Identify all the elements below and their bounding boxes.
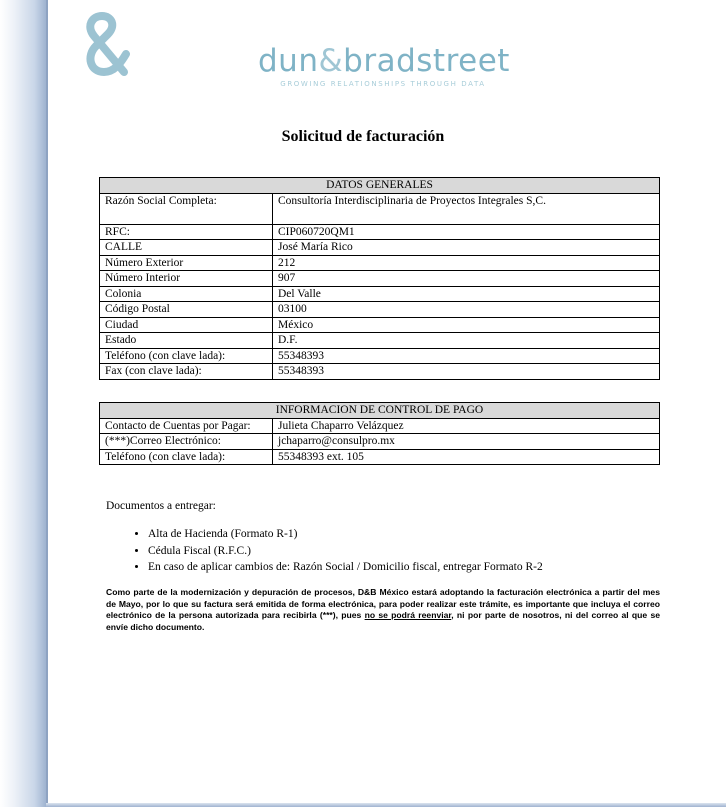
table-row xyxy=(100,333,660,349)
field-value: 03100 xyxy=(273,302,660,318)
field-value: D.F. xyxy=(273,333,660,349)
field-value: 55348393 ext. 105 xyxy=(273,449,660,465)
table-row xyxy=(100,286,660,302)
page-title: Solicitud de facturación xyxy=(281,128,445,145)
field-label: Colonia xyxy=(100,286,273,302)
field-label: (***)Correo Electrónico: xyxy=(100,434,273,450)
logo-word-amp: & xyxy=(318,43,344,79)
logo-word-left: dun xyxy=(258,43,319,79)
field-value: 212 xyxy=(273,255,660,271)
field-label: Teléfono (con clave lada): xyxy=(100,449,273,465)
field-label: CALLE xyxy=(100,240,273,256)
field-value: Del Valle xyxy=(273,286,660,302)
field-label: Número Interior xyxy=(100,271,273,287)
notice-paragraph xyxy=(106,587,660,633)
field-label: Código Postal xyxy=(100,302,273,318)
list-item: • Cédula Fiscal (R.F.C.) xyxy=(148,543,543,560)
table-row xyxy=(100,302,660,318)
field-label: Estado xyxy=(100,333,273,349)
table-row xyxy=(100,255,660,271)
documentos-label: Documentos a entregar: xyxy=(106,500,216,512)
table-row xyxy=(100,364,660,380)
table-row xyxy=(100,449,660,465)
field-value: 55348393 xyxy=(273,348,660,364)
field-label: Ciudad xyxy=(100,317,273,333)
table-row xyxy=(100,434,660,450)
list-item: • En caso de aplicar cambios de: Razón Social / Domicilio fiscal, entregar Formato R-2 xyxy=(148,559,543,576)
ampersand-mark-icon xyxy=(80,10,136,80)
field-value: México xyxy=(273,317,660,333)
table-row xyxy=(100,193,660,224)
documentos-list xyxy=(128,526,543,576)
notice-text-end: , ni por parte de nosotros, ni del correo al que se envíe dicho documento. xyxy=(106,610,661,632)
field-value: Consultoría Interdisciplinaria de Proyectos Integrales S,C. xyxy=(273,193,660,224)
field-label: Razón Social Completa: xyxy=(100,193,273,224)
logo-tagline: GROWING RELATIONSHIPS THROUGH DATA xyxy=(280,80,486,88)
field-label: Contacto de Cuentas por Pagar: xyxy=(100,418,273,434)
control-pago-table xyxy=(99,402,660,465)
field-value: José María Rico xyxy=(273,240,660,256)
table-row xyxy=(100,271,660,287)
table-row xyxy=(100,240,660,256)
notice-underlined-text: no se podrá reenviar xyxy=(364,610,452,620)
logo-word-right: bradstreet xyxy=(343,43,510,79)
field-label: Fax (con clave lada): xyxy=(100,364,273,380)
company-logo xyxy=(258,44,508,88)
list-item: • Alta de Hacienda (Formato R-1) xyxy=(148,526,543,543)
field-label: RFC: xyxy=(100,224,273,240)
logo-wordmark xyxy=(258,44,508,78)
field-value: 907 xyxy=(273,271,660,287)
datos-generales-table xyxy=(99,177,660,380)
datos-generales-header: DATOS GENERALES xyxy=(100,178,660,194)
field-label: Número Exterior xyxy=(100,255,273,271)
table-row xyxy=(100,224,660,240)
notice-text: Como parte de la modernización y depuración de procesos, D&B México estará adoptando la facturación electrónica a partir del mes de Mayo, por lo que su factura será emitida de forma electrónica, para poder realizar este trámite, es importante que incluya el correo electrónico de la persona autorizada para recibirla (***), pues xyxy=(106,587,660,620)
field-value: CIP060720QM1 xyxy=(273,224,660,240)
control-pago-header: INFORMACION DE CONTROL DE PAGO xyxy=(100,403,660,419)
table-row xyxy=(100,418,660,434)
field-value: jchaparro@consulpro.mx xyxy=(273,434,660,450)
field-value: 55348393 xyxy=(273,364,660,380)
table-row xyxy=(100,348,660,364)
page-margin-band xyxy=(0,0,46,807)
page-bottom-band xyxy=(46,803,726,807)
field-label: Teléfono (con clave lada): xyxy=(100,348,273,364)
field-value: Julieta Chaparro Velázquez xyxy=(273,418,660,434)
page-edge-line xyxy=(46,0,48,807)
table-row xyxy=(100,317,660,333)
